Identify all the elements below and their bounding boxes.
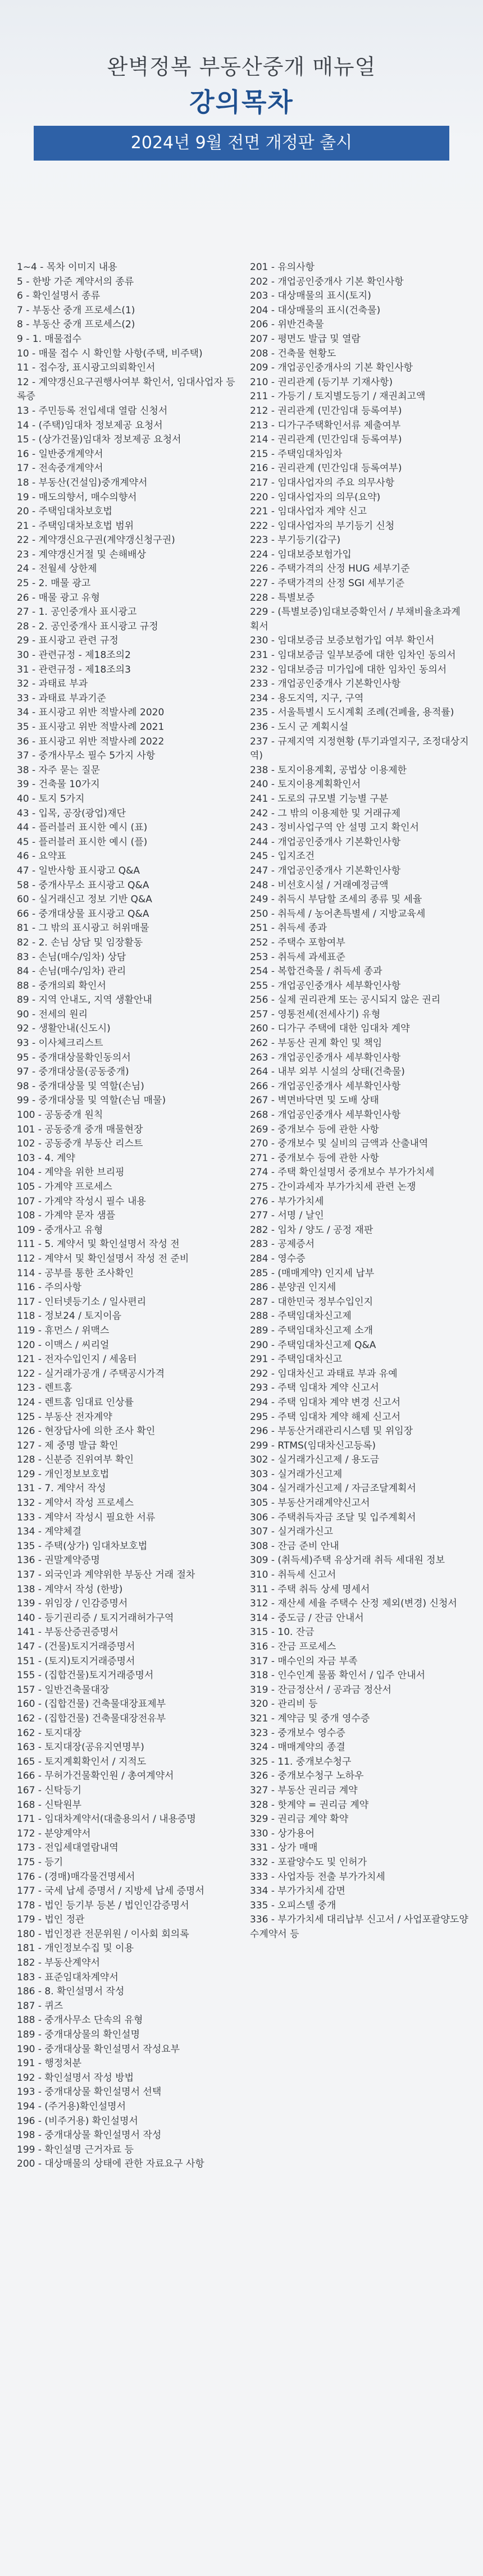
toc-item: 32 - 과태료 부과	[17, 678, 88, 690]
toc-item: 136 - 권말계약증명	[17, 1555, 100, 1566]
toc-item: 163 - 토지대장(공유지연명부)	[17, 1742, 144, 1753]
toc-item: 256 - 실제 권리관계 또는 공시되지 않은 권리	[250, 994, 441, 1006]
toc-item: 90 - 전세의 원리	[17, 1008, 88, 1020]
toc-item: 293 - 주택 임대차 계약 신고서	[250, 1382, 379, 1394]
toc-item: 201 - 유의사항	[250, 262, 315, 273]
toc-item: 15 - (상가건물)임대차 정보제공 요청서	[17, 434, 181, 446]
toc-item: 118 - 정보24 / 토지이음	[17, 1310, 122, 1322]
toc-item: 254 - 복합건축물 / 취득세 종과	[250, 966, 382, 978]
toc-item: 181 - 개인정보수집 및 이용	[17, 1943, 134, 1954]
toc-item: 172 - 분양계약서	[17, 1828, 91, 1839]
toc-item: 176 - (경매)매각물건명세서	[17, 1871, 135, 1883]
toc-item: 334 - 부가가치세 감면	[250, 1885, 345, 1897]
toc-item: 208 - 건축물 현황도	[250, 348, 336, 359]
toc-item: 190 - 중개대상물 확인설명서 작성요부	[17, 2043, 180, 2055]
toc-item: 216 - 권리관계 (민간임대 등록여부)	[250, 463, 402, 474]
toc-item: 243 - 정비사업구역 안 설명 고지 확인서	[250, 822, 419, 834]
toc-item: 98 - 중개대상물 및 역할(손님)	[17, 1080, 144, 1092]
toc-item: 257 - 영통전세(전세사기) 유형	[250, 1008, 381, 1020]
toc-item: 275 - 간이과세자 부가가치세 관련 논쟁	[250, 1181, 416, 1193]
toc-item: 260 - 디가구 주택에 대한 임대차 계약	[250, 1023, 410, 1035]
toc-item: 194 - (주거용)확인설명서	[17, 2101, 126, 2112]
toc-item: 97 - 중개대상물(공동중개)	[17, 1066, 129, 1078]
toc-item: 39 - 건축물 10가지	[17, 779, 100, 791]
toc-item: 333 - 사업자등 전출 부가가치세	[250, 1871, 385, 1883]
toc-item: 104 - 계약을 위한 브리핑	[17, 1167, 125, 1179]
toc-item: 284 - 영수증	[250, 1253, 306, 1264]
toc-item: 187 - 퀴즈	[17, 2000, 63, 2012]
toc-item: 299 - RTMS(임대차신고등록)	[250, 1440, 376, 1451]
toc-item: 335 - 오피스텔 중개	[250, 1899, 336, 1911]
toc-item: 220 - 임대사업자의 의무(요약)	[250, 491, 381, 503]
toc-item: 312 - 재산세 세율 주택수 산정 제외(변경) 신청서	[250, 1598, 457, 1610]
toc-item: 166 - 무허가건물확인원 / 총여계약서	[17, 1770, 174, 1782]
toc-item: 327 - 부동산 권리금 계약	[250, 1784, 358, 1796]
toc-item: 173 - 전입세대열람내역	[17, 1842, 119, 1854]
toc-item: 178 - 법인 등기부 등본 / 법인인감증명서	[17, 1899, 189, 1911]
toc-item: 137 - 외국인과 계약위한 부동산 거래 절차	[17, 1569, 195, 1581]
toc-item: 308 - 잔금 준비 안내	[250, 1540, 339, 1552]
toc-item: 138 - 계약서 작성 (한방)	[17, 1583, 123, 1595]
toc-item: 311 - 주택 취득 상세 명세서	[250, 1583, 370, 1595]
toc-item: 10 - 매물 접수 시 확인할 사항(주택, 비주택)	[17, 348, 203, 359]
toc-item: 251 - 취득세 종과	[250, 922, 327, 934]
toc-item: 331 - 상가 매매	[250, 1842, 318, 1854]
toc-item: 267 - 벽면바닥면 및 도배 상태	[250, 1095, 379, 1107]
toc-item: 37 - 중개사무소 필수 5가지 사항	[17, 750, 156, 762]
toc-item: 288 - 주택임대차신고제	[250, 1310, 352, 1322]
toc-item: 60 - 실거래신고 정보 기반 Q&A	[17, 894, 152, 906]
toc-item: 292 - 임대차신고 과태료 부과 유예	[250, 1368, 398, 1380]
toc-item: 222 - 임대사업자의 부기등기 신청	[250, 520, 395, 532]
toc-item: 234 - 용도지역, 지구, 구역	[250, 692, 364, 704]
toc-item: 7 - 부동산 중개 프로세스(1)	[17, 304, 135, 316]
toc-item: 123 - 렌트홈	[17, 1382, 72, 1394]
toc-item: 304 - 실거래가신고제 / 자금조달계획서	[250, 1483, 416, 1495]
toc-item: 122 - 실거래가공개 / 주택공시가격	[17, 1368, 165, 1380]
toc-item: 19 - 매도의향서, 매수의향서	[17, 491, 137, 503]
toc-item: 289 - 주택임대차신고제 소개	[250, 1324, 373, 1336]
toc-item: 264 - 내부 외부 시설의 상태(건축물)	[250, 1066, 405, 1078]
toc-item: 319 - 잔금정산서 / 공과금 정산서	[250, 1684, 391, 1696]
toc-item: 286 - 분양권 인지세	[250, 1282, 336, 1294]
toc-item: 131 - 7. 계약서 작성	[17, 1483, 106, 1495]
toc-item: 226 - 주택가격의 산정 HUG 세부기준	[250, 563, 410, 575]
toc-item: 160 - (집합건물) 건축물대장표제부	[17, 1698, 166, 1710]
toc-item: 238 - 토지이용계획, 공법상 이용제한	[250, 764, 407, 776]
toc-item: 283 - 공제증서	[250, 1239, 315, 1250]
toc-item: 236 - 도시 군 계획시설	[250, 721, 349, 733]
toc-item: 128 - 신분증 진위여부 확인	[17, 1454, 134, 1466]
toc-item: 332 - 포괄양수도 및 인허가	[250, 1856, 367, 1868]
toc-item: 29 - 표시광고 관련 규정	[17, 635, 119, 647]
toc-item: 175 - 등기	[17, 1856, 63, 1868]
toc-item: 303 - 실거래가신고제	[250, 1468, 343, 1480]
toc-item: 89 - 지역 안내도, 지역 생활안내	[17, 994, 152, 1006]
toc-item: 107 - 가계약 작성시 필수 내용	[17, 1195, 146, 1207]
toc-item: 330 - 상가용어	[250, 1828, 315, 1839]
toc-item: 121 - 전자수입인지 / 세움터	[17, 1354, 137, 1365]
toc-item: 320 - 관리비 등	[250, 1698, 318, 1710]
toc-item: 66 - 중개대상물 표시광고 Q&A	[17, 908, 149, 920]
toc-item: 314 - 중도금 / 잔금 안내서	[250, 1612, 364, 1624]
toc-item: 244 - 개업공인중개사 기본확인사항	[250, 836, 401, 848]
toc-item: 109 - 중개사고 유형	[17, 1224, 103, 1236]
toc-item: 183 - 표준임대차계약서	[17, 1971, 119, 1983]
toc-item: 133 - 계약서 작성시 필요한 서류	[17, 1511, 156, 1523]
toc-item: 214 - 권리관계 (민간임대 등록여부)	[250, 434, 402, 446]
toc-item: 237 - 규제지역 지정현황 (투기과열지구, 조정대상지역)	[250, 736, 469, 762]
toc-item: 24 - 전월세 상한제	[17, 563, 97, 575]
toc-item: 28 - 2. 공인중개사 표시광고 규정	[17, 620, 158, 632]
toc-item: 229 - (특별보증)임대보증확인서 / 부채비율초과계획서	[250, 606, 461, 632]
toc-item: 103 - 4. 계약	[17, 1152, 75, 1164]
toc-item: 230 - 임대보증금 보증보험가입 여부 확인서	[250, 635, 435, 647]
toc-item: 162 - (집합건물) 건축물대장전유부	[17, 1712, 166, 1724]
header	[0, 0, 483, 241]
toc-item: 282 - 임차 / 양도 / 공정 재판	[250, 1224, 373, 1236]
toc-item: 105 - 가계약 프로세스	[17, 1181, 112, 1193]
toc-item: 223 - 부기등기(갑구)	[250, 535, 341, 546]
toc-item: 21 - 주택임대차보호법 범위	[17, 520, 134, 532]
toc-item: 328 - 핫계약 = 권리금 계약	[250, 1799, 369, 1811]
toc-item: 18 - 부동산(건설임)중개계약서	[17, 477, 148, 488]
toc-item: 336 - 부가가치세 대리납부 신고서 / 사업포괄양도양수계약서 등	[250, 1914, 468, 1940]
toc-item: 231 - 임대보증금 일부보증에 대한 임차인 동의서	[250, 650, 456, 661]
toc-item: 35 - 표시광고 위반 적발사례 2021	[17, 721, 165, 733]
toc-item: 162 - 토지대장	[17, 1727, 82, 1739]
toc-item: 228 - 특별보증	[250, 592, 315, 604]
toc-item: 200 - 대상매물의 상태에 관한 자료요구 사항	[17, 2158, 204, 2170]
toc-item: 33 - 과태료 부과기준	[17, 692, 106, 704]
toc-item: 321 - 계약금 및 중개 영수증	[250, 1712, 370, 1724]
toc-item: 157 - 일반건축물대장	[17, 1684, 110, 1696]
toc-item: 99 - 중개대상물 및 역할(손님 매물)	[17, 1095, 166, 1107]
toc-item: 9 - 1. 매물접수	[17, 333, 82, 345]
toc-item: 323 - 중개보수 영수증	[250, 1727, 345, 1739]
toc-item: 125 - 부동산 전자계약	[17, 1411, 112, 1423]
toc-item: 36 - 표시광고 위반 적발사례 2022	[17, 736, 165, 747]
toc-item: 235 - 서울특별시 도시계획 조례(건폐율, 용적률)	[250, 707, 454, 719]
toc-item: 43 - 입목, 공장(광업)재단	[17, 807, 126, 819]
toc-item: 295 - 주택 임대차 계약 해제 신고서	[250, 1411, 401, 1423]
toc-item: 189 - 중개대상물의 확인설명	[17, 2029, 140, 2041]
toc-right-column	[250, 261, 469, 1942]
toc-item: 207 - 평면도 발급 및 열람	[250, 333, 361, 345]
toc-item: 191 - 행정처분	[17, 2058, 82, 2070]
toc-item: 22 - 계약갱신요구권(계약갱신청구권)	[17, 535, 175, 546]
toc-item: 306 - 주택취득자금 조달 및 입주계획서	[250, 1511, 416, 1523]
toc-item: 101 - 공동중개 중개 매물현장	[17, 1123, 143, 1135]
toc-item: 180 - 법인정관 전문위원 / 이사회 회의록	[17, 1928, 189, 1940]
page-title: 강의목차	[189, 87, 294, 117]
toc-item: 141 - 부동산증권증명서	[17, 1627, 119, 1638]
toc-item: 112 - 계약서 및 확인설명서 작성 전 준비	[17, 1253, 189, 1264]
toc-item: 202 - 개업공인중개사 기본 확인사항	[250, 276, 404, 287]
toc-item: 100 - 공동중개 원칙	[17, 1109, 103, 1121]
toc-item: 177 - 국세 납세 증명서 / 지방세 납세 증명서	[17, 1885, 204, 1897]
toc-item: 26 - 매물 광고 유형	[17, 592, 100, 604]
toc-item: 45 - 플러블러 표시한 예시 (플)	[17, 836, 148, 848]
toc-item: 325 - 11. 중개보수청구	[250, 1756, 352, 1767]
toc-item: 168 - 신탁원부	[17, 1799, 82, 1811]
toc-item: 25 - 2. 매물 광고	[17, 578, 91, 590]
toc-item: 83 - 손님(매수/임차) 상담	[17, 951, 126, 963]
toc-item: 16 - 일반중개계약서	[17, 448, 103, 460]
toc-item: 147 - (건물)토지거래증명서	[17, 1641, 135, 1652]
toc-item: 215 - 주택임대차임차	[250, 448, 343, 460]
toc-item: 88 - 중개의뢰 확인서	[17, 980, 106, 992]
toc-item: 247 - 개업공인중개사 기본확인사항	[250, 865, 401, 876]
toc-item: 127 - 제 중명 발급 확인	[17, 1440, 119, 1451]
toc-item: 5 - 한방 가준 계약서의 종류	[17, 276, 134, 287]
toc-item: 140 - 등기권리증 / 토지거래허가구역	[17, 1612, 174, 1624]
toc-item: 6 - 확인설명서 종류	[17, 290, 101, 302]
toc-item: 268 - 개업공인중개사 세부확인사항	[250, 1109, 401, 1121]
edition-banner: 2024년 9월 전면 개정판 출시	[34, 126, 449, 161]
toc-item: 93 - 이사체크리스트	[17, 1038, 103, 1049]
toc-item: 318 - 인수인계 물품 확인서 / 입주 안내서	[250, 1670, 426, 1682]
toc-item: 92 - 생활안내(신도시)	[17, 1023, 111, 1035]
toc-item: 188 - 중개사무소 단속의 유형	[17, 2015, 143, 2026]
toc-item: 116 - 주의사항	[17, 1282, 82, 1294]
toc-item: 315 - 10. 잔금	[250, 1627, 315, 1638]
toc-item: 95 - 중개대상물확인동의서	[17, 1052, 131, 1063]
toc-item: 233 - 개업공인중개사 기본확인사항	[250, 678, 401, 690]
toc-item: 27 - 1. 공인중개사 표시광고	[17, 606, 137, 618]
toc-item: 47 - 일반사항 표시광고 Q&A	[17, 865, 140, 876]
toc-item: 276 - 부가가치세	[250, 1195, 324, 1207]
toc-item: 317 - 매수인의 자금 부족	[250, 1655, 358, 1667]
toc-item: 209 - 개업공인중개사의 기본 확인사항	[250, 362, 413, 374]
toc-item: 171 - 임대차계약서(대출용의서 / 내용증명	[17, 1814, 196, 1825]
toc-item: 135 - 주택(상가) 임대차보호법	[17, 1540, 148, 1552]
toc-left-column	[17, 261, 236, 2172]
toc-item: 262 - 부동산 권계 확인 및 책임	[250, 1038, 382, 1049]
toc-item: 196 - (비주거용) 확인설명서	[17, 2115, 138, 2127]
toc-item: 274 - 주택 확인설명서 중개보수 부가가치세	[250, 1167, 435, 1179]
toc-item: 245 - 입지조건	[250, 851, 315, 862]
toc-item: 287 - 대한민국 정부수입인지	[250, 1296, 373, 1308]
toc-item: 192 - 확인설명서 작성 방법	[17, 2072, 134, 2084]
toc-item: 221 - 임대사업자 계약 신고	[250, 506, 367, 518]
toc-item: 294 - 주택 임대차 계약 변경 신고서	[250, 1396, 401, 1408]
toc-item: 277 - 서명 / 날인	[250, 1210, 324, 1222]
toc-item: 14 - (주택)임대차 정보제공 요청서	[17, 419, 163, 431]
toc-item: 305 - 부동산거래계약신고서	[250, 1497, 370, 1509]
toc-item: 20 - 주택임대차보호법	[17, 506, 112, 518]
toc-item: 326 - 중개보수청구 노하우	[250, 1770, 364, 1782]
toc-item: 81 - 그 밖의 표시광고 허위매물	[17, 922, 149, 934]
toc-item: 13 - 주민등록 전입세대 열람 신청서	[17, 405, 168, 417]
toc-item: 120 - 이맥스 / 씨리얼	[17, 1339, 110, 1351]
toc-item: 224 - 임대보증보험가입	[250, 549, 352, 560]
toc-item: 324 - 매매계약의 종결	[250, 1742, 345, 1753]
toc-item: 1~4 - 목차 이미지 내용	[17, 262, 117, 273]
toc-item: 310 - 취득세 신고서	[250, 1569, 336, 1581]
toc-item: 242 - 그 밖의 이용제한 및 거래규제	[250, 807, 401, 819]
toc-item: 210 - 권리관계 (등기부 기재사항)	[250, 376, 393, 388]
toc-item: 40 - 토지 5가지	[17, 793, 85, 805]
toc-item: 291 - 주택임대차신고	[250, 1354, 343, 1365]
table-of-contents	[17, 261, 469, 2563]
toc-item: 248 - 비선호시설 / 거래예정금액	[250, 879, 389, 891]
toc-item: 132 - 계약서 작성 프로세스	[17, 1497, 134, 1509]
toc-item: 329 - 권리금 계약 확약	[250, 1814, 349, 1825]
toc-item: 302 - 실거래가신고제 / 용도금	[250, 1454, 380, 1466]
toc-item: 82 - 2. 손님 상담 및 임장활동	[17, 937, 143, 948]
toc-item: 241 - 도로의 규모별 기능별 구분	[250, 793, 389, 805]
toc-item: 165 - 토지계획확인서 / 지적도	[17, 1756, 147, 1767]
toc-item: 309 - (취득세)주택 유상거래 취득 세대원 정보	[250, 1555, 445, 1566]
toc-item: 155 - (집합건물)토지거래증명서	[17, 1670, 154, 1682]
toc-item: 250 - 취득세 / 농어촌특별세 / 지방교육세	[250, 908, 426, 920]
toc-item: 117 - 인터넷등기소 / 일사편리	[17, 1296, 147, 1308]
toc-item: 217 - 임대사업자의 주요 의무사항	[250, 477, 395, 488]
toc-item: 193 - 중개대상물 확인설명서 선택	[17, 2086, 162, 2098]
toc-item: 266 - 개업공인중개사 세부확인사항	[250, 1080, 401, 1092]
toc-item: 204 - 대상매물의 표시(건축물)	[250, 304, 381, 316]
toc-item: 8 - 부동산 중개 프로세스(2)	[17, 319, 135, 331]
toc-item: 249 - 취득시 부담할 조세의 종류 및 세율	[250, 894, 422, 906]
toc-item: 108 - 가계약 문자 샘플	[17, 1210, 116, 1222]
toc-item: 271 - 중개보수 등에 관한 사항	[250, 1152, 379, 1164]
toc-item: 129 - 개인정보보호법	[17, 1468, 110, 1480]
toc-item: 316 - 잔금 프로세스	[250, 1641, 336, 1652]
toc-item: 232 - 임대보증금 미가입에 대한 임차인 동의서	[250, 664, 447, 675]
toc-item: 253 - 취득세 과세표준	[250, 951, 345, 963]
toc-item: 134 - 계약체결	[17, 1526, 82, 1538]
toc-item: 84 - 손님(매수/임차) 관리	[17, 966, 126, 978]
toc-item: 270 - 중개보수 및 실비의 금액과 산출내역	[250, 1138, 429, 1150]
toc-item: 44 - 플러블러 표시한 예시 (표)	[17, 822, 148, 834]
toc-item: 206 - 위반건축물	[250, 319, 324, 331]
toc-item: 111 - 5. 계약서 및 확인설명서 작성 전	[17, 1239, 180, 1250]
toc-item: 296 - 부동산거래관리시스템 및 위임장	[250, 1426, 413, 1437]
toc-item: 102 - 공동중개 부동산 리스트	[17, 1138, 143, 1150]
toc-item: 17 - 전속중개계약서	[17, 463, 103, 474]
toc-item: 227 - 주택가격의 산정 SGI 세부기준	[250, 578, 405, 590]
toc-item: 212 - 권리관계 (민간임대 등록여부)	[250, 405, 402, 417]
toc-item: 269 - 중개보수 등에 관한 사항	[250, 1123, 379, 1135]
toc-item: 124 - 렌트홈 임대료 인상률	[17, 1396, 134, 1408]
toc-item: 198 - 중개대상물 확인설명서 작성	[17, 2130, 162, 2141]
toc-item: 38 - 자주 묻는 질문	[17, 764, 100, 776]
toc-item: 58 - 중개사무소 표시광고 Q&A	[17, 879, 149, 891]
toc-item: 307 - 실거래가신고	[250, 1526, 333, 1538]
toc-item: 46 - 요약표	[17, 851, 66, 862]
toc-item: 151 - (토지)토지거래증명서	[17, 1655, 135, 1667]
toc-item: 186 - 8. 확인설명서 작성	[17, 1986, 125, 1998]
toc-item: 240 - 토지이용계획확인서	[250, 779, 361, 791]
toc-item: 252 - 주택수 포함여부	[250, 937, 345, 948]
toc-item: 285 - (매매계약) 인지세 납부	[250, 1267, 375, 1279]
toc-item: 139 - 위임장 / 인감증명서	[17, 1598, 128, 1610]
toc-item: 255 - 개업공인중개사 세부확인사항	[250, 980, 401, 992]
toc-item: 199 - 확인설명 근거자료 등	[17, 2144, 134, 2155]
toc-item: 11 - 접수장, 표시광고의뢰확인서	[17, 362, 156, 374]
toc-item: 213 - 디가구주택확인서류 제출여부	[250, 419, 401, 431]
toc-item: 211 - 가등기 / 토지별도등기 / 재권최고액	[250, 391, 426, 403]
toc-item: 167 - 신탁등기	[17, 1784, 82, 1796]
toc-item: 126 - 현장답사에 의한 조사 확인	[17, 1426, 156, 1437]
toc-item: 12 - 계약갱신요구권행사여부 확인서, 임대사업자 등록증	[17, 376, 235, 403]
toc-item: 203 - 대상매물의 표시(토지)	[250, 290, 371, 302]
toc-item: 114 - 공부를 통한 조사확인	[17, 1267, 134, 1279]
toc-item: 31 - 관련규정 - 제18조의3	[17, 664, 131, 675]
toc-item: 179 - 법인 정관	[17, 1914, 85, 1926]
toc-item: 34 - 표시광고 위반 적발사례 2020	[17, 707, 165, 719]
toc-item: 119 - 휴먼스 / 위맥스	[17, 1324, 110, 1336]
toc-item: 290 - 주택임대차신고제 Q&A	[250, 1339, 376, 1351]
toc-item: 263 - 개업공인중개사 세부확인사항	[250, 1052, 401, 1063]
toc-item: 182 - 부동산계약서	[17, 1957, 100, 1969]
toc-item: 23 - 계약갱신거절 및 손해배상	[17, 549, 147, 560]
toc-item: 30 - 관련규정 - 제18조의2	[17, 650, 131, 661]
page-subtitle: 완벽정복 부동산중개 매뉴얼	[107, 54, 376, 79]
